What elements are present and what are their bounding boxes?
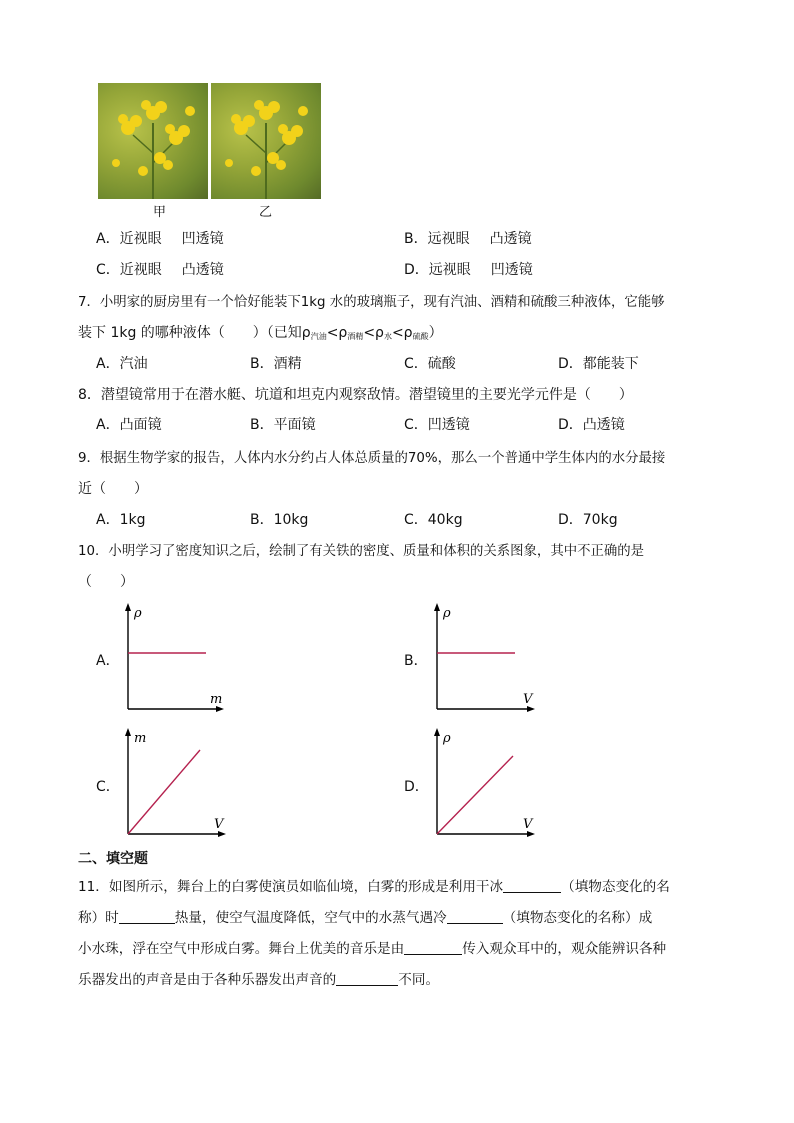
graph-a [118,603,228,715]
q6-option-b[interactable] [404,228,532,248]
q8-option-d[interactable]: D．凸透镜 [558,417,625,433]
subscript-alcohol: 酒精 [347,332,364,341]
less-than: <ρ [363,325,384,341]
less-than: <ρ [391,325,413,341]
q11-text: 传入观众耳中的，观众能辨识各种 [462,941,667,957]
graph-c-label[interactable]: C． [96,779,120,795]
q9-option-c[interactable]: C．40kg [404,512,463,528]
graph-line [128,750,200,834]
less-than: <ρ [326,325,348,341]
graph-d [427,728,539,838]
option-letter: D． [404,262,429,278]
q7-option-b[interactable]: B．酒精 [250,356,302,372]
q9-stem-line1: 9．根据生物学家的报告，人体内水分约占人体总质量的70%，那么一个普通中学生体内的水分最接 [78,451,666,466]
x-axis-label: V [523,817,533,832]
flower-illustration [211,83,321,199]
x-axis-label: V [214,817,224,832]
q9-option-d[interactable]: D．70kg [558,512,618,528]
option-letter: C． [96,262,120,278]
y-axis-label: ρ [134,606,142,621]
option-part2: 凸透镜 [181,262,224,278]
answer-blank-5[interactable] [336,971,398,986]
q11-text: 11．如图所示，舞台上的白雾使演员如临仙境，白雾的形成是利用干冰 [78,879,504,895]
q11-text: （填物态变化的名称）成 [502,910,653,926]
y-arrow [434,603,440,611]
q11-line4 [78,968,439,988]
answer-blank-2[interactable] [119,909,175,924]
q7-option-c[interactable]: C．硫酸 [404,356,456,372]
y-axis-label: ρ [443,606,451,621]
image-caption-yi: 乙 [259,205,273,220]
q10-stem-line2: （ ） [78,574,134,590]
q11-text: 小水珠，浮在空气中形成白雾。舞台上优美的音乐是由 [78,941,405,957]
q6-option-c[interactable] [96,259,224,279]
x-axis-label: m [210,692,223,707]
option-part1: 远视眼 [428,262,471,278]
option-part2: 凹透镜 [490,262,533,278]
q8-option-b[interactable]: B．平面镜 [250,417,316,433]
q8-option-c[interactable]: C．凹透镜 [404,417,470,433]
option-part2: 凸透镜 [489,231,532,247]
q11-line3 [78,937,666,957]
flower-illustration [98,83,208,199]
option-letter: B． [404,231,428,247]
option-part2: 凹透镜 [181,231,224,247]
paren-close: ） [428,325,443,341]
q8-stem: 8．潜望镜常用于在潜水艇、坑道和坦克内观察敌情。潜望镜里的主要光学元件是（ ） [78,387,633,403]
graph-b-label[interactable]: B． [404,653,428,669]
q8-option-a[interactable]: A．凸面镜 [96,417,162,433]
graph-line [437,756,513,834]
section-title: 二、填空题 [78,851,148,867]
subscript-sulfuric-acid: 硫酸 [412,332,429,341]
q11-text: 乐器发出的声音是由于各种乐器发出声音的 [78,972,337,988]
graph-d-label[interactable]: D． [404,779,429,795]
graph-a-label[interactable]: A． [96,653,120,669]
answer-blank-4[interactable] [404,940,462,955]
q11-line1 [78,875,670,895]
graph-b [427,603,539,715]
q9-option-a[interactable]: A．1kg [96,512,146,528]
subscript-gasoline: 汽油 [310,332,327,341]
q10-stem-line1: 10．小明学习了密度知识之后，绘制了有关铁的密度、质量和体积的关系图象，其中不正确的是 [78,544,645,559]
image-caption-jia: 甲 [153,205,167,220]
y-axis-label: m [134,731,147,746]
q7-stem-line2 [78,322,443,342]
option-part1: 近视眼 [119,262,162,278]
y-arrow [125,728,131,736]
y-arrow [125,603,131,611]
graph-c [118,728,230,838]
option-part1: 近视眼 [119,231,162,247]
subscript-water: 水 [383,332,392,341]
q9-option-b[interactable]: B．10kg [250,512,309,528]
q11-line2 [78,906,652,926]
q7-stem-line1: 7．小明家的厨房里有一个恰好能装下1kg 水的玻璃瓶子，现有汽油、酒精和硫酸三种液体，它能够 [78,295,665,310]
q9-stem-line2: 近（ ） [78,481,148,497]
option-part1: 远视眼 [427,231,470,247]
y-arrow [434,728,440,736]
q11-text: 称）时 [78,910,119,926]
option-letter: A． [96,231,120,247]
q7-text: 装下 1kg 的哪种液体（ ）（已知ρ [78,325,311,341]
rapeseed-flower-photo-right [211,83,321,199]
rapeseed-flower-photo-left [98,83,208,199]
q6-option-d[interactable] [404,259,533,279]
q6-option-a[interactable] [96,228,224,248]
q11-text: （填物态变化的名 [561,879,670,895]
x-axis-label: V [523,692,533,707]
q11-text: 热量，使空气温度降低，空气中的水蒸气遇冷 [174,910,447,926]
y-axis-label: ρ [443,731,451,746]
answer-blank-3[interactable] [447,909,503,924]
answer-blank-1[interactable] [503,878,561,893]
q7-option-a[interactable]: A．汽油 [96,356,148,372]
q7-option-d[interactable]: D．都能装下 [558,356,639,372]
q11-text: 不同。 [398,972,440,988]
